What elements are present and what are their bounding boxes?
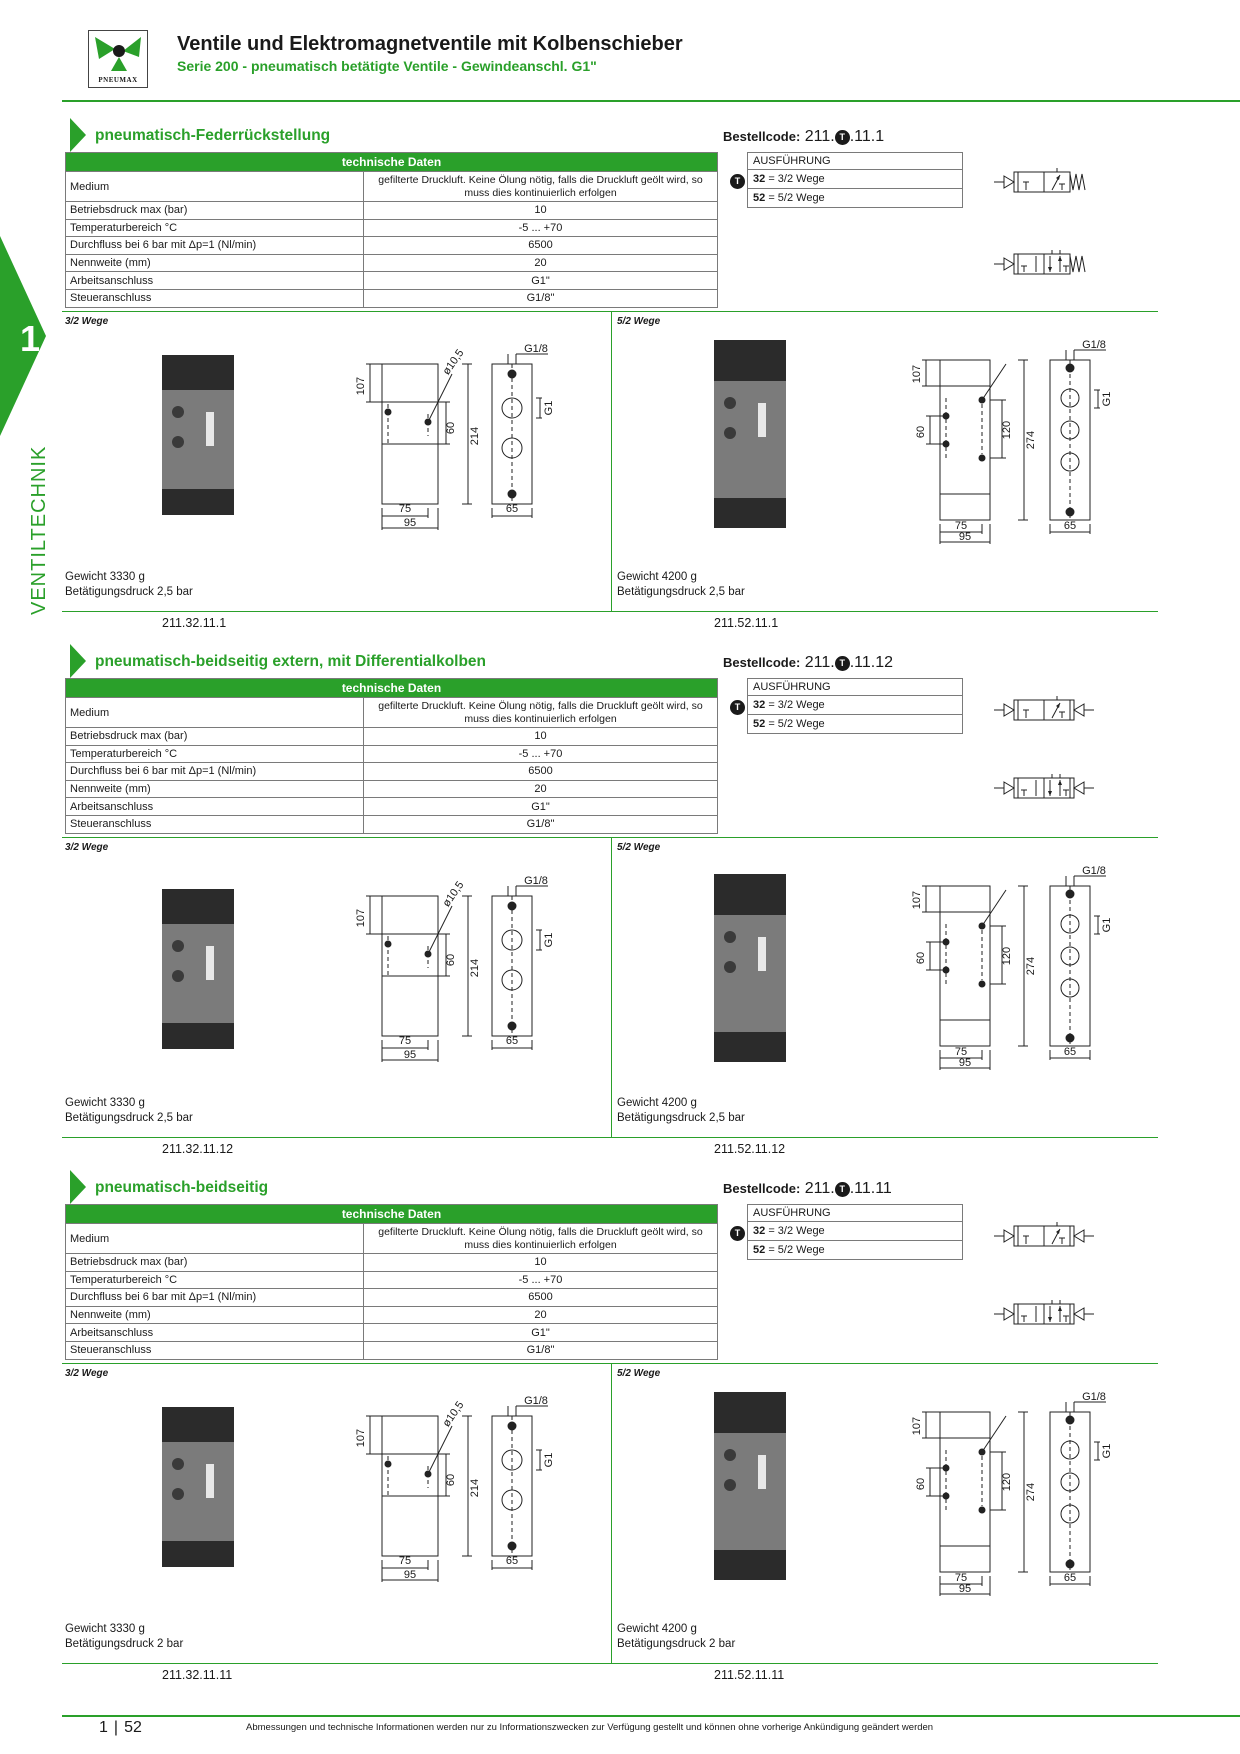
dimension-label: G1/8 [524, 1396, 548, 1407]
part-number-52: 211.52.11.11 [714, 1668, 785, 1682]
dimension-label: G1 [1101, 917, 1113, 933]
tech-label: Durchfluss bei 6 bar mit Δp=1 (Nl/min) [66, 1289, 364, 1307]
dimension-label: G1 [543, 1452, 555, 1468]
symbol-52 [980, 242, 1110, 287]
version-header: AUSFÜHRUNG [747, 1204, 963, 1222]
table-row [66, 219, 718, 237]
tech-value: 6500 [364, 1289, 718, 1307]
valve-symbol-32-icon [980, 688, 1110, 728]
valve-symbol-32-icon [980, 160, 1110, 200]
dimension-label: ø10,5 [440, 1399, 467, 1430]
table-row [66, 763, 718, 781]
tech-value: gefilterte Druckluft. Keine Ölung nötig, falls die Druckluft geölt wird, so muss dies kontinuierlich erfolgen [364, 172, 718, 202]
table-row [66, 815, 718, 833]
weight-info-32 [65, 1622, 183, 1652]
weight-info-32 [65, 570, 193, 600]
footer-separator: | [113, 1719, 119, 1736]
tech-value: G1" [364, 798, 718, 816]
pressure-value: Betätigungsdruck 2 bar [65, 1638, 184, 1650]
dimension-label: 65 [1063, 1046, 1077, 1058]
dimension-label: 274 [1025, 430, 1037, 450]
dimension-label: G1 [1101, 1443, 1113, 1459]
version-row [747, 170, 963, 189]
dimension-label: G1/8 [524, 344, 548, 355]
version-text: = 5/2 Wege [768, 718, 825, 730]
weight-info-52 [617, 1622, 735, 1652]
valve-symbol-52-icon [980, 766, 1110, 806]
symbol-52 [980, 1292, 1110, 1337]
order-code-label: Bestellcode: [723, 129, 801, 144]
dimension-label: 214 [469, 1478, 481, 1498]
col-divider [611, 311, 612, 611]
dimension-label: 75 [398, 1035, 412, 1047]
valve-symbol-32-icon [980, 1214, 1110, 1254]
version-row [747, 696, 963, 715]
tech-value: 6500 [364, 763, 718, 781]
dimension-label: 60 [915, 425, 927, 439]
dimension-label: 95 [403, 517, 417, 529]
tech-label: Betriebsdruck max (bar) [66, 202, 364, 220]
dimension-label: 107 [355, 908, 367, 928]
variant-label-52: 5/2 Wege [617, 316, 661, 327]
variant-label-32: 3/2 Wege [65, 842, 109, 853]
pneumax-logo [88, 30, 148, 88]
table-row [66, 798, 718, 816]
dimension-drawing-32 [352, 876, 582, 1066]
dimension-label: 60 [445, 421, 457, 435]
tech-label: Nennweite (mm) [66, 254, 364, 272]
order-code-prefix: 211. [804, 1180, 835, 1197]
product-section [62, 644, 1158, 1164]
order-code-suffix: .11.11 [849, 1180, 892, 1197]
tech-value: 20 [364, 780, 718, 798]
tech-value: G1/8" [364, 1341, 718, 1359]
dimension-label: 120 [1001, 946, 1013, 966]
valve-photo-52 [714, 1392, 786, 1580]
table-row [66, 1254, 718, 1272]
dimension-drawing-32 [352, 1396, 582, 1586]
variant-label-52: 5/2 Wege [617, 842, 661, 853]
order-code-suffix: .11.1 [849, 128, 885, 145]
logo-wordmark: PNEUMAX [98, 76, 138, 84]
variant-label-52: 5/2 Wege [617, 1368, 661, 1379]
footer-disclaimer: Abmessungen und technische Informationen werden nur zu Informationszwecken zur Verfügung gestellt und können ohne vorherige Ankündigung geändert werden [246, 1722, 934, 1733]
valve-photo-32 [162, 355, 234, 515]
dimension-label: 65 [505, 1555, 519, 1567]
dimension-label: 60 [915, 1477, 927, 1491]
tech-label: Medium [66, 172, 364, 202]
table-row [66, 289, 718, 307]
variant-label-32: 3/2 Wege [65, 316, 109, 327]
tech-value: G1" [364, 272, 718, 290]
sec-bottom [62, 1663, 1158, 1664]
dimension-label: G1/8 [1082, 340, 1106, 351]
sec-bottom [62, 611, 1158, 612]
dimension-label: 274 [1025, 956, 1037, 976]
product-section [62, 1170, 1158, 1690]
tech-label: Arbeitsanschluss [66, 272, 364, 290]
tech-data-table [65, 678, 718, 834]
dimension-label: 75 [954, 1572, 968, 1584]
dimension-label: 107 [911, 364, 923, 384]
weight-value: Gewicht 4200 g [617, 571, 697, 583]
dimension-label: 95 [403, 1049, 417, 1061]
order-code-label: Bestellcode: [723, 655, 801, 670]
weight-value: Gewicht 4200 g [617, 1097, 697, 1109]
dimension-label: 75 [954, 1046, 968, 1058]
section-title: pneumatisch-beidseitig extern, mit Differentialkolben [95, 653, 487, 670]
tech-label: Betriebsdruck max (bar) [66, 728, 364, 746]
weight-value: Gewicht 3330 g [65, 571, 145, 583]
dimension-label: ø10,5 [440, 347, 467, 378]
dimension-label: 95 [403, 1569, 417, 1581]
part-number-32: 211.32.11.11 [162, 1668, 233, 1682]
tech-value: G1/8" [364, 815, 718, 833]
tech-value: 20 [364, 1306, 718, 1324]
table-row [66, 728, 718, 746]
weight-info-32 [65, 1096, 193, 1126]
tech-value: gefilterte Druckluft. Keine Ölung nötig, falls die Druckluft geölt wird, so muss dies kontinuierlich erfolgen [364, 698, 718, 728]
table-row [66, 780, 718, 798]
dimension-label: 95 [958, 1057, 972, 1069]
valve-symbol-52-icon [980, 1292, 1110, 1332]
dimension-label: G1/8 [1082, 1392, 1106, 1403]
version-marker-icon: T [730, 1226, 745, 1241]
order-code [723, 654, 893, 672]
weight-value: Gewicht 3330 g [65, 1623, 145, 1635]
dimension-label: 107 [355, 1428, 367, 1448]
version-row [747, 1241, 963, 1260]
page-title: Ventile und Elektromagnetventile mit Kolbenschieber [177, 33, 683, 55]
table-row [66, 237, 718, 255]
version-code: 52 [753, 1244, 766, 1256]
header-divider [62, 100, 1240, 102]
pressure-value: Betätigungsdruck 2 bar [617, 1638, 736, 1650]
tech-label: Nennweite (mm) [66, 1306, 364, 1324]
pressure-value: Betätigungsdruck 2,5 bar [617, 1112, 745, 1124]
table-row [66, 1341, 718, 1359]
part-number-52: 211.52.11.12 [714, 1142, 786, 1156]
version-code: 32 [753, 699, 766, 711]
section-title: pneumatisch-Federrückstellung [95, 127, 331, 144]
dimension-label: 107 [911, 1416, 923, 1436]
version-row [747, 715, 963, 734]
sec-divider [62, 837, 1158, 838]
pressure-value: Betätigungsdruck 2,5 bar [65, 1112, 193, 1124]
dimension-label: G1 [543, 932, 555, 948]
version-row [747, 1222, 963, 1241]
version-marker-icon: T [730, 700, 745, 715]
tech-label: Temperaturbereich °C [66, 745, 364, 763]
order-code-value [800, 1180, 892, 1197]
table-row [66, 1306, 718, 1324]
dimension-drawing-32 [352, 344, 582, 534]
chapter-number: 1 [20, 318, 41, 359]
dimension-label: 75 [398, 503, 412, 515]
dimension-label: 60 [445, 953, 457, 967]
table-row [66, 202, 718, 220]
tech-label: Betriebsdruck max (bar) [66, 1254, 364, 1272]
dimension-label: 65 [1063, 520, 1077, 532]
part-number-52: 211.52.11.1 [714, 616, 779, 630]
symbol-52 [980, 766, 1110, 811]
footer-page: 52 [124, 1719, 142, 1736]
dimension-label: 107 [355, 376, 367, 396]
table-row [66, 172, 718, 202]
tech-label: Medium [66, 1224, 364, 1254]
dimension-label: G1/8 [1082, 866, 1106, 877]
symbol-32 [980, 160, 1110, 205]
table-row [66, 1324, 718, 1342]
tech-label: Temperaturbereich °C [66, 1271, 364, 1289]
section-arrow-icon [70, 644, 86, 678]
tech-value: G1/8" [364, 289, 718, 307]
tech-value: -5 ... +70 [364, 1271, 718, 1289]
table-row [66, 254, 718, 272]
tech-value: -5 ... +70 [364, 219, 718, 237]
valve-symbol-52-icon [980, 242, 1110, 282]
order-code-suffix: .11.12 [849, 654, 894, 671]
weight-value: Gewicht 4200 g [617, 1623, 697, 1635]
tech-label: Steueranschluss [66, 1341, 364, 1359]
variant-label-32: 3/2 Wege [65, 1368, 109, 1379]
tech-label: Durchfluss bei 6 bar mit Δp=1 (Nl/min) [66, 237, 364, 255]
order-code-marker-icon: T [835, 130, 850, 145]
pressure-value: Betätigungsdruck 2,5 bar [65, 586, 193, 598]
version-text: = 5/2 Wege [768, 192, 825, 204]
version-code: 32 [753, 1225, 766, 1237]
table-row [66, 1289, 718, 1307]
version-text: = 5/2 Wege [768, 1244, 825, 1256]
order-code-prefix: 211. [804, 654, 835, 671]
dimension-drawing-52 [910, 866, 1140, 1076]
part-number-32: 211.32.11.1 [162, 616, 227, 630]
tech-table-header: technische Daten [66, 153, 718, 172]
tech-value: G1" [364, 1324, 718, 1342]
sec-divider [62, 311, 1158, 312]
dimension-label: 214 [469, 958, 481, 978]
order-code-label: Bestellcode: [723, 1181, 801, 1196]
page-number [99, 1719, 142, 1737]
dimension-label: 214 [469, 426, 481, 446]
tech-data-table [65, 1204, 718, 1360]
valve-photo-52 [714, 874, 786, 1062]
order-code [723, 1180, 892, 1198]
dimension-drawing-52 [910, 340, 1140, 550]
order-code-value [800, 654, 893, 671]
symbol-32 [980, 1214, 1110, 1259]
col-divider [611, 1363, 612, 1663]
tech-value: 6500 [364, 237, 718, 255]
order-code-value [800, 128, 884, 145]
product-section [62, 118, 1158, 638]
order-code-prefix: 211. [804, 128, 835, 145]
section-arrow-icon [70, 118, 86, 152]
dimension-label: 95 [958, 1583, 972, 1595]
footer-chapter: 1 [99, 1719, 108, 1736]
dimension-label: 107 [911, 890, 923, 910]
sec-bottom [62, 1137, 1158, 1138]
tech-data-table [65, 152, 718, 308]
order-code-marker-icon: T [835, 656, 850, 671]
tech-label: Nennweite (mm) [66, 780, 364, 798]
table-row [66, 698, 718, 728]
dimension-label: 60 [915, 951, 927, 965]
tech-label: Temperaturbereich °C [66, 219, 364, 237]
tech-table-header: technische Daten [66, 1205, 718, 1224]
dimension-drawing-52 [910, 1392, 1140, 1602]
dimension-label: 274 [1025, 1482, 1037, 1502]
order-code-marker-icon: T [835, 1182, 850, 1197]
table-row [66, 272, 718, 290]
col-divider [611, 837, 612, 1137]
table-row [66, 1271, 718, 1289]
order-code [723, 128, 884, 146]
dimension-label: 65 [1063, 1572, 1077, 1584]
version-header: AUSFÜHRUNG [747, 678, 963, 696]
weight-info-52 [617, 1096, 745, 1126]
version-row [747, 189, 963, 208]
tech-label: Durchfluss bei 6 bar mit Δp=1 (Nl/min) [66, 763, 364, 781]
logo-mark-icon [89, 31, 147, 75]
tech-value: 10 [364, 202, 718, 220]
section-arrow-icon [70, 1170, 86, 1204]
valve-photo-32 [162, 889, 234, 1049]
tech-label: Medium [66, 698, 364, 728]
weight-value: Gewicht 3330 g [65, 1097, 145, 1109]
dimension-label: G1 [543, 400, 555, 416]
dimension-label: 75 [954, 520, 968, 532]
weight-info-52 [617, 570, 745, 600]
dimension-label: 120 [1001, 420, 1013, 440]
version-marker-icon: T [730, 174, 745, 189]
tech-value: 10 [364, 1254, 718, 1272]
chapter-label: VENTILTECHNIK [28, 445, 50, 615]
footer-divider [62, 1715, 1240, 1717]
dimension-label: 65 [505, 1035, 519, 1047]
version-code: 32 [753, 173, 766, 185]
symbol-32 [980, 688, 1110, 733]
version-text: = 3/2 Wege [768, 1225, 825, 1237]
tech-value: gefilterte Druckluft. Keine Ölung nötig, falls die Druckluft geölt wird, so muss dies kontinuierlich erfolgen [364, 1224, 718, 1254]
part-number-32: 211.32.11.12 [162, 1142, 234, 1156]
tech-label: Steueranschluss [66, 815, 364, 833]
version-header: AUSFÜHRUNG [747, 152, 963, 170]
tech-label: Arbeitsanschluss [66, 1324, 364, 1342]
tech-table-header: technische Daten [66, 679, 718, 698]
section-title: pneumatisch-beidseitig [95, 1179, 269, 1196]
version-code: 52 [753, 192, 766, 204]
dimension-label: G1 [1101, 391, 1113, 407]
page-subtitle: Serie 200 - pneumatisch betätigte Ventile - Gewindeanschl. G1" [177, 58, 597, 74]
valve-photo-52 [714, 340, 786, 528]
version-code: 52 [753, 718, 766, 730]
dimension-label: 60 [445, 1473, 457, 1487]
version-text: = 3/2 Wege [768, 173, 825, 185]
tech-label: Steueranschluss [66, 289, 364, 307]
dimension-label: 95 [958, 531, 972, 543]
tech-value: 20 [364, 254, 718, 272]
tech-value: 10 [364, 728, 718, 746]
dimension-label: 75 [398, 1555, 412, 1567]
table-row [66, 745, 718, 763]
sec-divider [62, 1363, 1158, 1364]
table-row [66, 1224, 718, 1254]
tech-label: Arbeitsanschluss [66, 798, 364, 816]
pressure-value: Betätigungsdruck 2,5 bar [617, 586, 745, 598]
dimension-label: G1/8 [524, 876, 548, 887]
tech-value: -5 ... +70 [364, 745, 718, 763]
dimension-label: 120 [1001, 1472, 1013, 1492]
dimension-label: ø10,5 [440, 879, 467, 910]
dimension-label: 65 [505, 503, 519, 515]
version-text: = 3/2 Wege [768, 699, 825, 711]
valve-photo-32 [162, 1407, 234, 1567]
